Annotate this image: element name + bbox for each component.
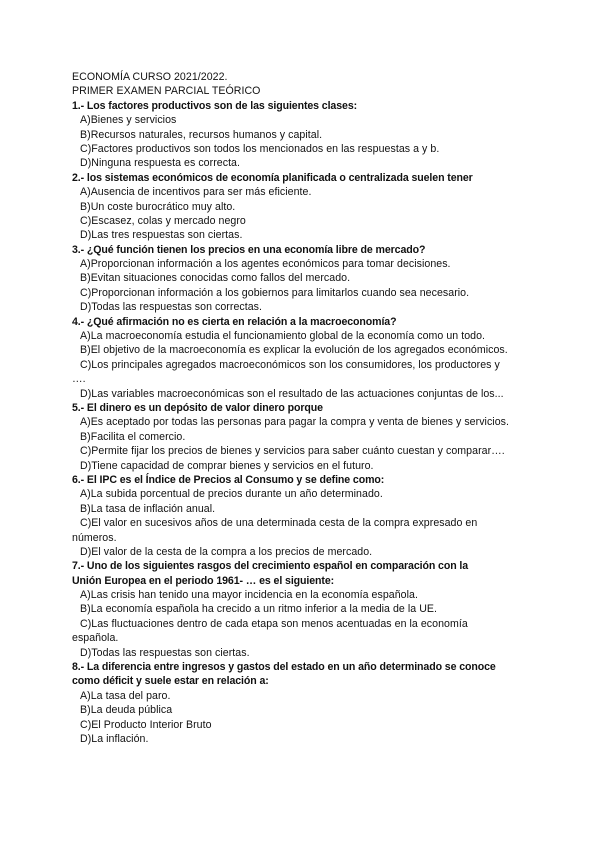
question-list — [72, 99, 532, 747]
answer-option: D)Todas las respuestas son correctas. — [80, 301, 263, 314]
answer-option: C)El Producto Interior Bruto — [80, 718, 212, 731]
question-block — [72, 99, 532, 171]
exam-content — [72, 70, 532, 746]
question-title-continued: como déficit y suele estar en relación a: — [72, 675, 269, 688]
question-title: 7.- Uno de los siguientes rasgos del crecimiento español en comparación con la — [72, 560, 469, 573]
answer-option: C)Las fluctuaciones dentro de cada etapa son menos acentuadas en la economía — [80, 617, 468, 630]
answer-option: D)La inflación. — [80, 732, 149, 745]
answer-option: D)Tiene capacidad de comprar bienes y servicios en el futuro. — [80, 459, 374, 472]
answer-option: A)La macroeconomía estudia el funcionamiento global de la economía como un todo. — [80, 330, 486, 343]
answer-option: C)Escasez, colas y mercado negro — [80, 214, 246, 227]
answer-option: B)Evitan situaciones conocidas como fallos del mercado. — [80, 272, 351, 285]
answer-option: A)La subida porcentual de precios durante un año determinado. — [80, 488, 383, 501]
question-block — [72, 243, 532, 315]
answer-option: B)Un coste burocrático muy alto. — [80, 200, 236, 213]
answer-option: A)Bienes y servicios — [80, 114, 177, 127]
answer-option-continued: …. — [72, 373, 86, 386]
answer-option: D)Ninguna respuesta es correcta. — [80, 157, 240, 170]
answer-option: A)Las crisis han tenido una mayor incidencia en la economía española. — [80, 589, 418, 602]
question-title: 4.- ¿Qué afirmación no es cierta en relación a la macroeconomía? — [72, 315, 397, 328]
answer-option: D)El valor de la cesta de la compra a los precios de mercado. — [80, 545, 373, 558]
answer-option: A)La tasa del paro. — [80, 689, 171, 702]
answer-option: C)Factores productivos son todos los mencionados en las respuestas a y b. — [80, 142, 440, 155]
question-block — [72, 401, 532, 473]
answer-option: D)Las variables macroeconómicas son el resultado de las actuaciones conjuntas de los... — [80, 387, 504, 400]
question-block — [72, 171, 532, 243]
answer-option-continued: española. — [72, 632, 119, 645]
question-title: 5.- El dinero es un depósito de valor dinero porque — [72, 401, 323, 414]
question-title: 3.- ¿Qué función tienen los precios en una economía libre de mercado? — [72, 243, 426, 256]
answer-option: A)Proporcionan información a los agentes económicos para tomar decisiones. — [80, 258, 451, 271]
question-block — [72, 315, 532, 401]
answer-option: C)El valor en sucesivos años de una determinada cesta de la compra expresado en — [80, 517, 478, 530]
exam-title: PRIMER EXAMEN PARCIAL TEÓRICO — [72, 85, 261, 98]
answer-option: B)La economía española ha crecido a un ritmo inferior a la media de la UE. — [80, 603, 438, 616]
question-block — [72, 660, 532, 746]
answer-option: D)Todas las respuestas son ciertas. — [80, 646, 250, 659]
answer-option: B)Recursos naturales, recursos humanos y capital. — [80, 128, 323, 141]
question-title-continued: Unión Europea en el periodo 1961- … es el siguiente: — [72, 574, 335, 587]
answer-option: C)Los principales agregados macroeconómicos son los consumidores, los productores y — [80, 358, 500, 371]
answer-option: D)Las tres respuestas son ciertas. — [80, 229, 243, 242]
course-title: ECONOMÍA CURSO 2021/2022. — [72, 71, 228, 83]
question-block — [72, 473, 532, 559]
answer-option: C)Proporcionan información a los gobiernos para limitarlos cuando sea necesario. — [80, 286, 470, 299]
answer-option: A)Ausencia de incentivos para ser más eficiente. — [80, 186, 312, 199]
answer-option: B)Facilita el comercio. — [80, 430, 186, 443]
answer-option: B)El objetivo de la macroeconomía es explicar la evolución de los agregados económicos. — [80, 344, 508, 357]
question-title: 1.- Los factores productivos son de las siguientes clases: — [72, 99, 358, 112]
question-title: 2.- los sistemas económicos de economía planificada o centralizada suelen tener — [72, 171, 473, 184]
answer-option: B)La deuda pública — [80, 704, 173, 717]
answer-option: C)Permite fijar los precios de bienes y servicios para saber cuánto cuestan y comparar…. — [80, 445, 505, 458]
answer-option: B)La tasa de inflación anual. — [80, 502, 216, 515]
question-title: 6.- El IPC es el Índice de Precios al Consumo y se define como: — [72, 473, 385, 486]
question-title: 8.- La diferencia entre ingresos y gastos del estado en un año determinado se conoce — [72, 661, 496, 674]
answer-option-continued: números. — [72, 531, 117, 544]
question-block — [72, 559, 532, 660]
answer-option: A)Es aceptado por todas las personas para pagar la compra y venta de bienes y servicios. — [80, 416, 509, 429]
